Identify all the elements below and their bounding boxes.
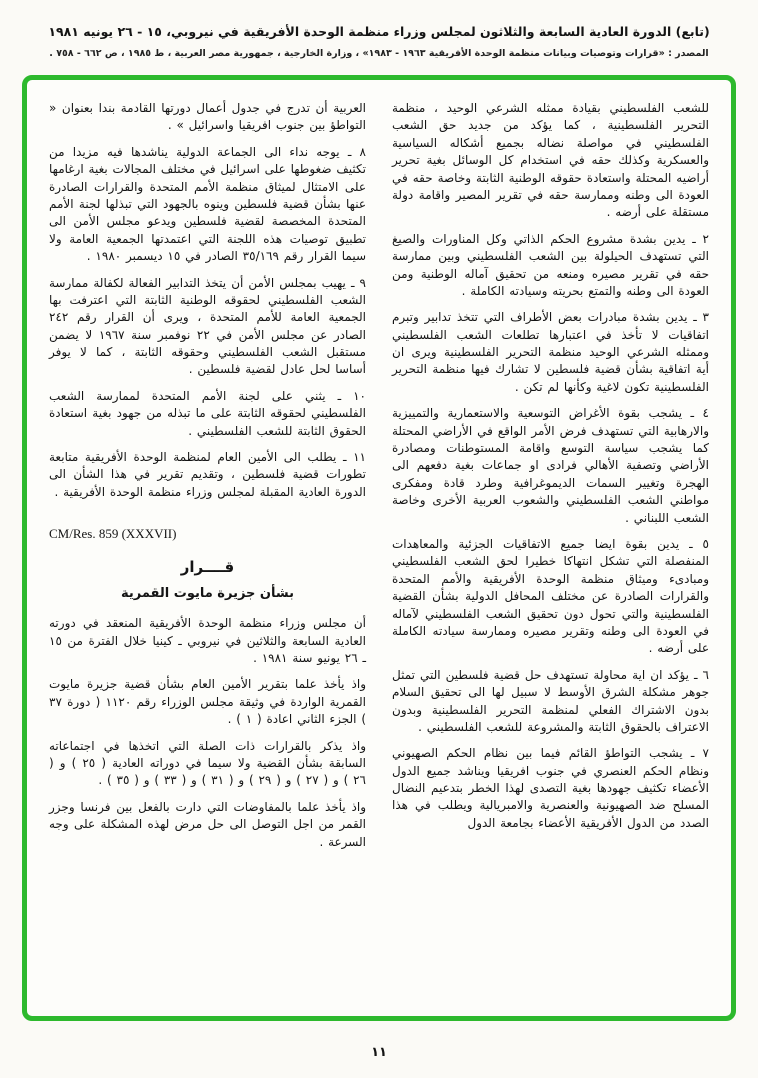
paragraph-preamble-1: أن مجلس وزراء منظمة الوحدة الأفريقية المنعقد في دورته العادية السابعة والثلاثين في نيروبي ـ كينيا خلال الفترة من ١٥ ـ ٢٦ يونيو سنة ١٩٨١ .	[49, 616, 366, 665]
paragraph-preamble-4: واذ يأخذ علما بالمفاوضات التي دارت بالفعل بين فرنسا وجزر القمر من اجل التوصل الى حل مرض لهذه المشكلة على وجه السرعة .	[49, 799, 366, 849]
header-source: المصدر : «قرارات وتوصيات وبيانات منظمة الوحدة الأفريقية ١٩٦٣ - ١٩٨٣» ، وزارة الخارجية ، جمهورية مصر العربية ، ط ١٩٨٥ ، ص ٦٦٢ - ٧٥٨ .	[49, 48, 709, 59]
paragraph-continuation: العربية أن تدرج في جدول أعمال دورتها القادمة بندا بعنوان « التواطؤ بين جنوب افريقيا واسرائيل » .	[49, 101, 366, 133]
resolution-title: قــــرار	[180, 558, 235, 577]
paragraph-5: ٥ ـ يدين بقوة ايضا جميع الاتفاقيات الجزئية والمعاهدات المنفصلة التي تشكل انتهاكا خطيرا لحق الشعب الفلسطيني ومبادىء وميثاق منظمة الوحدة الأفريقية والأمم المتحدة والقرارات الصادرة عن مختلف المحافل الدولية بشأن القضية الفلسطينية والتي تحول دون تحقيق الشعب الفلسطيني لآماله في العودة الى وطنه وتقرير مصيره وممارسة سيادته الكاملة على أرضه .	[392, 536, 709, 656]
content-border	[22, 75, 736, 1021]
paragraph-preamble-3: واذ يذكر بالقرارات ذات الصلة التي اتخذها في اجتماعاته السابقة بشأن القضية ولا سيما في دوراته العادية ( ٢٥ ) و ( ٢٦ ) و ( ٢٧ ) و ( ٢٩ ) و ( ٣١ ) و ( ٣٣ ) و ( ٣٥ ) .	[49, 738, 366, 788]
right-column	[392, 100, 709, 1002]
page-number: ١١	[371, 1045, 387, 1060]
paragraph-preamble-2: واذ يأخذ علما بتقرير الأمين العام بشأن قضية جزيرة مايوت القمرية الواردة في وثيقة مجلس الوزراء رقم ١١٢٠ ( دورة ٣٧ ) الجزء الثاني اعادة ( ١ ) .	[49, 677, 366, 727]
paragraph-8: ٨ ـ يوجه نداء الى الجماعة الدولية يناشدها فيه مزيدا من تكثيف ضغوطها على اسرائيل في مختلف المجالات بغية ارغامها على الامتثال لميثاق منظمة الأمم المتحدة والقرارات الصادرة عنها بشأن قضية فلسطين وينوه بالجهود التي تبذلها لجنة الأمم المتحدة المخصصة لقضية فلسطين ويدعو مجلس الأمن الى تطبيق توصيات هذه اللجنة التي اعتمدتها الجمعية العامة ولا سيما القرار رقم ٣٥/١٦٩ الصادر في ١٥ ديسمبر ١٩٨٠ .	[49, 144, 366, 264]
paragraph-continuation: للشعب الفلسطيني بقيادة ممثله الشرعي الوحيد ، منظمة التحرير الفلسطينية ، كما يؤكد من جديد حق الشعب الفلسطيني في مواصلة نضاله بجميع أشكاله السياسية والعسكرية وكذلك حقه في استخدام كل الوسائل بغية تحرير أراضيه المحتلة واستعادة حقوقه الوطنية الثابتة وخاصة حقه في العودة الى وطنه وممارسة حقه في تقرير المصير واقامة دولة مستقلة على أرضه .	[392, 101, 709, 220]
paragraph-9: ٩ ـ يهيب بمجلس الأمن أن يتخذ التدابير الفعالة لكفالة ممارسة الشعب الفلسطيني لحقوقه الوطنية الثابتة التي اعترفت بها الجمعية العامة للأمم المتحدة ، ويرى أن القرار رقم ٢٤٢ الصادر عن مجلس الأمن في ٢٢ نوفمبر سنة ١٩٦٧ لا يضمن مستقبل الشعب الفلسطيني وحقوقه الثابتة ، كما لا يوفر أساسا لحل عادل لقضية فلسطين .	[49, 275, 367, 377]
resolution-code: CM/Res. 859 (XXXVII)	[49, 526, 177, 542]
resolution-subtitle: بشأن جزيرة مايوت القمرية	[120, 586, 295, 602]
paragraph-6: ٦ ـ يؤكد ان اية محاولة تستهدف حل قضية فلسطين التي تمثل جوهر مشكلة الشرق الأوسط لا سبيل لها الى تحقيق السلام بدون الاشتراك الفعلي لمنظمة التحرير الفلسطينية وبدون الاعتراف بالحقوق الثابتة والمشروعة للشعب الفلسطيني .	[392, 667, 709, 734]
paragraph-4: ٤ ـ يشجب بقوة الأغراض التوسعية والاستعمارية والتمييزية والارهابية التي تستهدف فرض الأمر الواقع في الأراضي المحتلة كما يشجب سياسة التوسع واقامة المستوطنات ومصادرة الأراضي وتصفية الأهالي فرادى او جماعات بغية دفعهم الى الهجرة وتغيير السمات الديموغرافية وطرد قادة ومفكرى مواطني الشعب الفلسطيني والشعوب العربية الأخرى وخاصة الشعب اللبناني .	[392, 406, 709, 525]
paragraph-11: ١١ ـ يطلب الى الأمين العام لمنظمة الوحدة الأفريقية متابعة تطورات قضية فلسطين ، وتقديم تقرير في هذا الشأن الى الدورة العادية المقبلة لمجلس وزراء منظمة الوحدة الأفريقية .	[49, 450, 366, 499]
paragraph-7: ٧ ـ يشجب التواطؤ القائم فيما بين نظام الحكم الصهيوني ونظام الحكم العنصري في جنوب افريقيا ويناشد جميع الدول الأعضاء تكثيف جهودها بغية التصدى لهذا الخطر بتدعيم النضال المسلح ضد الصهيونية والعنصرية والامبريالية ويطلب في هذا الصدد من الدول الأفريقية الأعضاء بجامعة الدول	[392, 746, 709, 830]
left-column	[49, 100, 366, 1002]
paragraph-3: ٣ ـ يدين بشدة مبادرات بعض الأطراف التي تتخذ تدابير وتبرم اتفاقيات لا تأخذ في اعتبارها تطلعات الشعب الفلسطيني وممثله الشرعي الوحيد منظمة التحرير الفلسطينية ويرى ان أية اتفاقية بشأن قضية فلسطين لا تشارك فيها منظمة التحرير الفلسطينية تكون لاغية وكأنها لم تكن .	[392, 310, 709, 394]
paragraph-10: ١٠ ـ يثني على لجنة الأمم المتحدة لممارسة الشعب الفلسطيني لحقوقه الثابتة على ما تبذله من جهود بغية استعادة الحقوق الثابتة للشعب الفلسطيني .	[49, 388, 366, 438]
page-header	[0, 0, 758, 59]
paragraph-2: ٢ ـ يدين بشدة مشروع الحكم الذاتي وكل المناورات والصيغ التي تستهدف الحيلولة بين الشعب الفلسطيني وبين ممارسة حقه في تقرير مصيره ومنعه من تحقيق آماله الوطنية ومن العودة الى وطنه والتمتع بحريته وسيادته الكاملة .	[392, 231, 709, 298]
header-title: (تابع) الدورة العادية السابعة والثلاثون لمجلس وزراء منظمة الوحدة الأفريقية في نيروبي، ١٥ - ٢٦ يونيه ١٩٨١	[48, 24, 710, 39]
